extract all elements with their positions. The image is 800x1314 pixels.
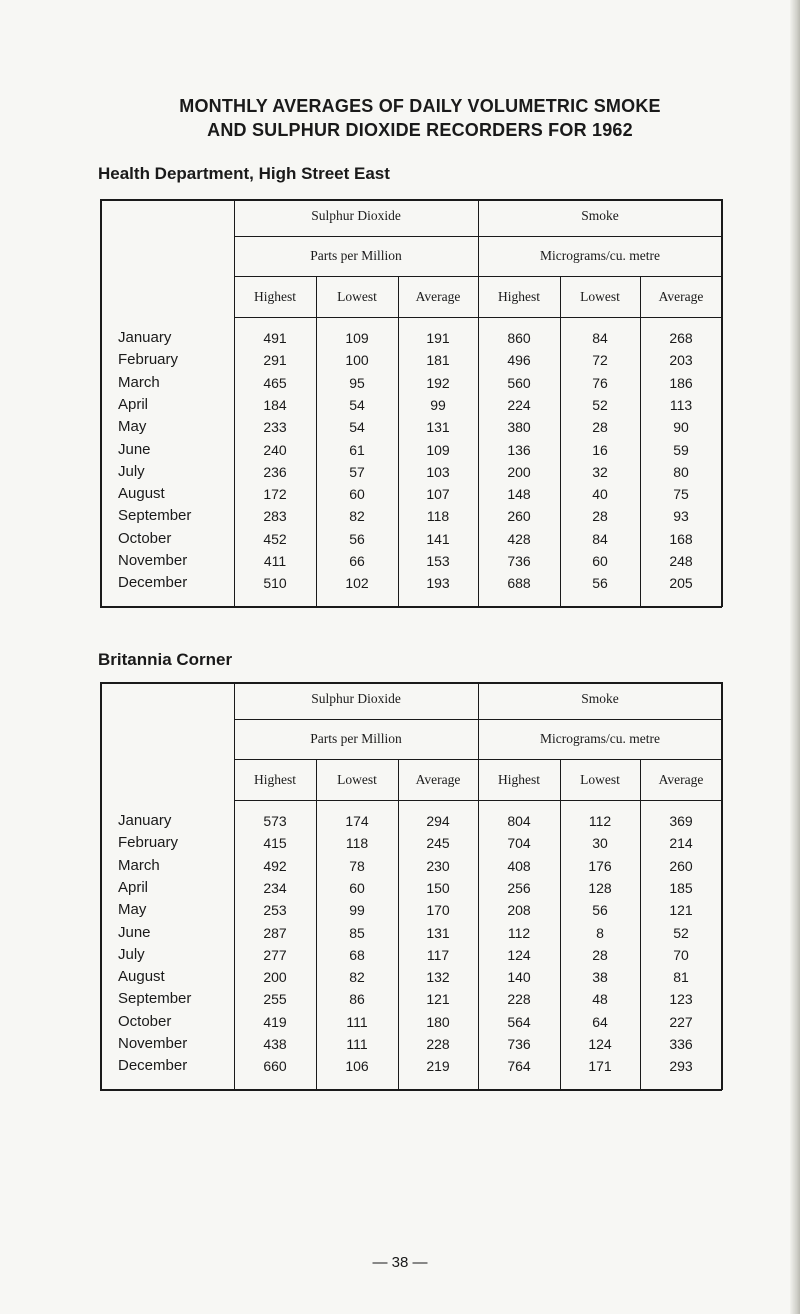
table-cell: 283 (263, 508, 287, 525)
table-cell: 61 (349, 441, 365, 458)
table-cell: 336 (669, 1036, 693, 1052)
table-row (100, 574, 722, 594)
table-cell: 419 (263, 1013, 287, 1030)
table-cell: 80 (673, 463, 689, 480)
table-cell: 132 (426, 969, 450, 986)
table-row (100, 374, 722, 394)
table-cell: 240 (263, 441, 287, 458)
table-cell: 172 (263, 486, 287, 503)
table-bottom-rule (100, 1089, 722, 1091)
table-cell: 219 (426, 1058, 450, 1075)
table-row (100, 990, 722, 1010)
title-line-1: MONTHLY AVERAGES OF DAILY VOLUMETRIC SMOKE (179, 96, 661, 116)
table-cell: 60 (349, 486, 365, 503)
column-header: Average (658, 772, 704, 787)
section-heading-britannia-corner: Britannia Corner (98, 650, 233, 669)
table-cell: 28 (592, 946, 608, 963)
table-cell: 736 (507, 553, 531, 569)
table-cell: 16 (592, 441, 608, 458)
table-cell: 84 (592, 530, 608, 547)
column-header: Lowest (580, 772, 620, 787)
section-heading-health-department: Health Department, High Street East (98, 164, 390, 183)
table-cell: 32 (592, 463, 608, 480)
header-smoke: Smoke (581, 208, 619, 223)
table-cell: 181 (426, 352, 450, 369)
table-cell: 111 (346, 1036, 368, 1052)
header-smoke-unit: Micrograms/cu. metre (540, 248, 660, 263)
table-cell: 81 (673, 969, 689, 986)
table-cell: 112 (588, 813, 612, 829)
table-cell: 234 (263, 879, 287, 896)
table-cell: 736 (507, 1036, 531, 1052)
table-cell: 8 (596, 924, 604, 941)
table-cell: 253 (263, 902, 287, 919)
table-cell: 123 (669, 991, 693, 1008)
table-cell: 148 (507, 486, 531, 503)
table-row (100, 396, 722, 416)
table-cell: 193 (426, 575, 450, 592)
table-cell: 452 (263, 530, 287, 547)
table-cell: 56 (592, 902, 608, 919)
column-header: Lowest (580, 289, 620, 304)
table-cell: 860 (507, 330, 531, 346)
header-so2-unit: Parts per Million (310, 248, 402, 263)
column-header: Lowest (337, 289, 377, 304)
table-cell: 118 (345, 835, 369, 852)
table-cell: 176 (588, 857, 612, 874)
table-cell: 255 (263, 991, 287, 1008)
table-cell: 141 (426, 530, 450, 547)
table-cell: 82 (349, 508, 365, 525)
table-row (100, 946, 722, 966)
table-cell: 109 (426, 441, 450, 458)
table-cell: 113 (669, 396, 693, 413)
table-cell: 76 (592, 374, 608, 391)
row-month-label: September (118, 990, 192, 1008)
table-cell: 192 (426, 374, 450, 391)
table-row (100, 924, 722, 944)
table-cell: 85 (349, 924, 365, 941)
table-cell: 124 (588, 1036, 612, 1052)
table-cell: 369 (669, 813, 693, 829)
table-cell: 84 (592, 330, 608, 346)
table-cell: 99 (349, 902, 365, 919)
table-bottom-rule (100, 606, 722, 608)
table-cell: 688 (507, 575, 531, 592)
table-cell: 294 (426, 813, 450, 829)
table-cell: 57 (349, 463, 365, 480)
row-month-label: June (118, 440, 151, 458)
table-cell: 75 (673, 486, 689, 503)
row-month-label: March (118, 856, 160, 874)
table-cell: 227 (669, 1013, 693, 1030)
table-cell: 415 (263, 835, 287, 852)
table-row (100, 879, 722, 899)
table-row (100, 1057, 722, 1077)
table-cell: 153 (426, 553, 450, 569)
row-month-label: April (118, 395, 149, 413)
row-month-label: November (118, 1035, 188, 1052)
table-cell: 184 (263, 396, 287, 413)
table-cell: 121 (426, 991, 450, 1008)
table-top-rule (100, 199, 722, 201)
table-cell: 764 (507, 1058, 531, 1075)
column-header: Lowest (337, 772, 377, 787)
table-cell: 291 (263, 352, 287, 369)
table-row (100, 418, 722, 438)
table-cell: 56 (349, 530, 365, 547)
table-cell: 510 (263, 575, 287, 592)
table-cell: 205 (669, 575, 693, 592)
row-month-label: June (118, 923, 151, 941)
table-cell: 256 (507, 879, 531, 896)
table-cell: 117 (426, 946, 450, 963)
table-cell: 496 (507, 352, 531, 369)
column-header: Average (415, 772, 461, 787)
row-month-label: November (118, 552, 188, 569)
table-cell: 56 (592, 575, 608, 592)
table-cell: 40 (592, 486, 608, 503)
table-cell: 99 (430, 396, 446, 413)
table-cell: 112 (507, 924, 531, 941)
table-cell: 287 (263, 924, 287, 941)
table-cell: 72 (592, 352, 608, 369)
table-row (100, 552, 722, 572)
table-cell: 200 (507, 463, 531, 480)
table-cell: 102 (345, 575, 369, 592)
table-cell: 30 (592, 835, 608, 852)
table-cell: 150 (426, 879, 450, 896)
table-cell: 136 (507, 441, 531, 458)
table-row (100, 463, 722, 483)
table-cell: 186 (669, 374, 693, 391)
table-cell: 200 (263, 969, 287, 986)
table-cell: 54 (349, 396, 365, 413)
row-month-label: February (118, 351, 179, 369)
table-cell: 170 (426, 902, 450, 919)
table-cell: 103 (426, 463, 450, 480)
row-month-label: July (118, 945, 145, 963)
table-row (100, 351, 722, 371)
row-month-label: February (118, 834, 179, 852)
table-cell: 121 (669, 902, 693, 919)
column-header: Highest (254, 289, 296, 304)
table-cell: 128 (588, 879, 612, 896)
table-cell: 38 (592, 969, 608, 986)
row-month-label: March (118, 373, 160, 391)
table-cell: 118 (426, 508, 450, 525)
table-cell: 660 (263, 1058, 287, 1075)
row-month-label: December (118, 1057, 188, 1075)
table-cell: 90 (673, 419, 689, 436)
row-month-label: May (118, 901, 147, 919)
table-cell: 131 (426, 419, 450, 436)
data-table-health-department (100, 199, 722, 607)
table-cell: 228 (507, 991, 531, 1008)
row-month-label: January (118, 812, 172, 829)
table-cell: 100 (345, 352, 369, 369)
table-cell: 191 (426, 330, 450, 346)
row-month-label: October (118, 1012, 172, 1030)
table-cell: 228 (426, 1036, 450, 1052)
table-cell: 78 (349, 857, 365, 874)
table-cell: 277 (263, 946, 287, 963)
data-table-britannia-corner (100, 682, 722, 1090)
table-cell: 560 (507, 374, 531, 391)
table-cell: 52 (592, 396, 608, 413)
table-cell: 293 (669, 1058, 693, 1075)
row-month-label: July (118, 462, 145, 480)
table-top-rule (100, 682, 722, 684)
row-month-label: August (118, 485, 165, 503)
table-cell: 54 (349, 419, 365, 436)
title-line-2: AND SULPHUR DIOXIDE RECORDERS FOR 1962 (207, 120, 633, 140)
table-cell: 171 (588, 1058, 612, 1075)
table-cell: 260 (507, 508, 531, 525)
table-cell: 465 (263, 374, 287, 391)
table-row (100, 834, 722, 854)
page-number: — 38 — (372, 1254, 428, 1271)
table-cell: 109 (345, 330, 369, 346)
table-row (100, 1013, 722, 1033)
table-cell: 140 (507, 969, 531, 986)
table-row (100, 507, 722, 527)
table-row (100, 901, 722, 921)
table-cell: 428 (507, 530, 531, 547)
table-row (100, 441, 722, 461)
table-cell: 106 (345, 1058, 369, 1075)
table-row (100, 530, 722, 550)
page-edge-shadow (790, 0, 800, 1314)
table-cell: 60 (349, 879, 365, 896)
table-cell: 260 (669, 857, 693, 874)
table-cell: 59 (673, 441, 689, 458)
table-row (100, 857, 722, 877)
table-cell: 230 (426, 857, 450, 874)
header-sulphur-dioxide: Sulphur Dioxide (311, 691, 401, 706)
table-cell: 107 (426, 486, 450, 503)
table-cell: 185 (669, 879, 693, 896)
header-sulphur-dioxide: Sulphur Dioxide (311, 208, 401, 223)
table-cell: 93 (673, 508, 689, 525)
table-cell: 28 (592, 508, 608, 525)
table-cell: 411 (263, 553, 287, 569)
table-cell: 380 (507, 419, 531, 436)
table-cell: 224 (507, 396, 531, 413)
table-cell: 245 (426, 835, 450, 852)
row-month-label: April (118, 878, 149, 896)
header-smoke: Smoke (581, 691, 619, 706)
table-cell: 48 (592, 991, 608, 1008)
table-cell: 60 (592, 553, 608, 569)
column-header: Highest (498, 289, 540, 304)
row-month-label: August (118, 968, 165, 986)
table-cell: 491 (263, 330, 287, 346)
table-cell: 564 (507, 1013, 531, 1030)
table-cell: 233 (263, 419, 287, 436)
table-cell: 68 (349, 946, 365, 963)
page-title (100, 94, 740, 142)
table-cell: 131 (426, 924, 450, 941)
row-month-label: January (118, 329, 172, 346)
table-cell: 66 (349, 553, 365, 569)
table-cell: 438 (263, 1036, 287, 1052)
column-header: Average (658, 289, 704, 304)
table-cell: 804 (507, 813, 531, 829)
table-cell: 492 (263, 857, 287, 874)
table-cell: 111 (346, 1013, 368, 1030)
table-cell: 573 (263, 813, 287, 829)
table-cell: 214 (669, 835, 693, 852)
table-cell: 174 (345, 813, 369, 829)
table-cell: 248 (669, 553, 693, 569)
table-cell: 64 (592, 1013, 608, 1030)
table-row (100, 1035, 722, 1055)
row-month-label: May (118, 418, 147, 436)
table-cell: 86 (349, 991, 365, 1008)
table-cell: 236 (263, 463, 287, 480)
header-smoke-unit: Micrograms/cu. metre (540, 731, 660, 746)
table-row (100, 485, 722, 505)
table-cell: 52 (673, 924, 689, 941)
table-row (100, 968, 722, 988)
table-row (100, 812, 722, 832)
row-month-label: December (118, 574, 188, 592)
header-so2-unit: Parts per Million (310, 731, 402, 746)
table-cell: 208 (507, 902, 531, 919)
column-header: Average (415, 289, 461, 304)
table-cell: 124 (507, 946, 531, 963)
table-cell: 28 (592, 419, 608, 436)
table-cell: 408 (507, 857, 531, 874)
table-cell: 70 (673, 946, 689, 963)
row-month-label: September (118, 507, 192, 525)
table-row (100, 329, 722, 349)
table-cell: 168 (669, 530, 693, 547)
table-cell: 95 (349, 374, 365, 391)
table-cell: 704 (507, 835, 531, 852)
table-cell: 268 (669, 330, 693, 346)
row-month-label: October (118, 529, 172, 547)
table-cell: 82 (349, 969, 365, 986)
table-cell: 203 (669, 352, 693, 369)
column-header: Highest (498, 772, 540, 787)
table-cell: 180 (426, 1013, 450, 1030)
column-header: Highest (254, 772, 296, 787)
